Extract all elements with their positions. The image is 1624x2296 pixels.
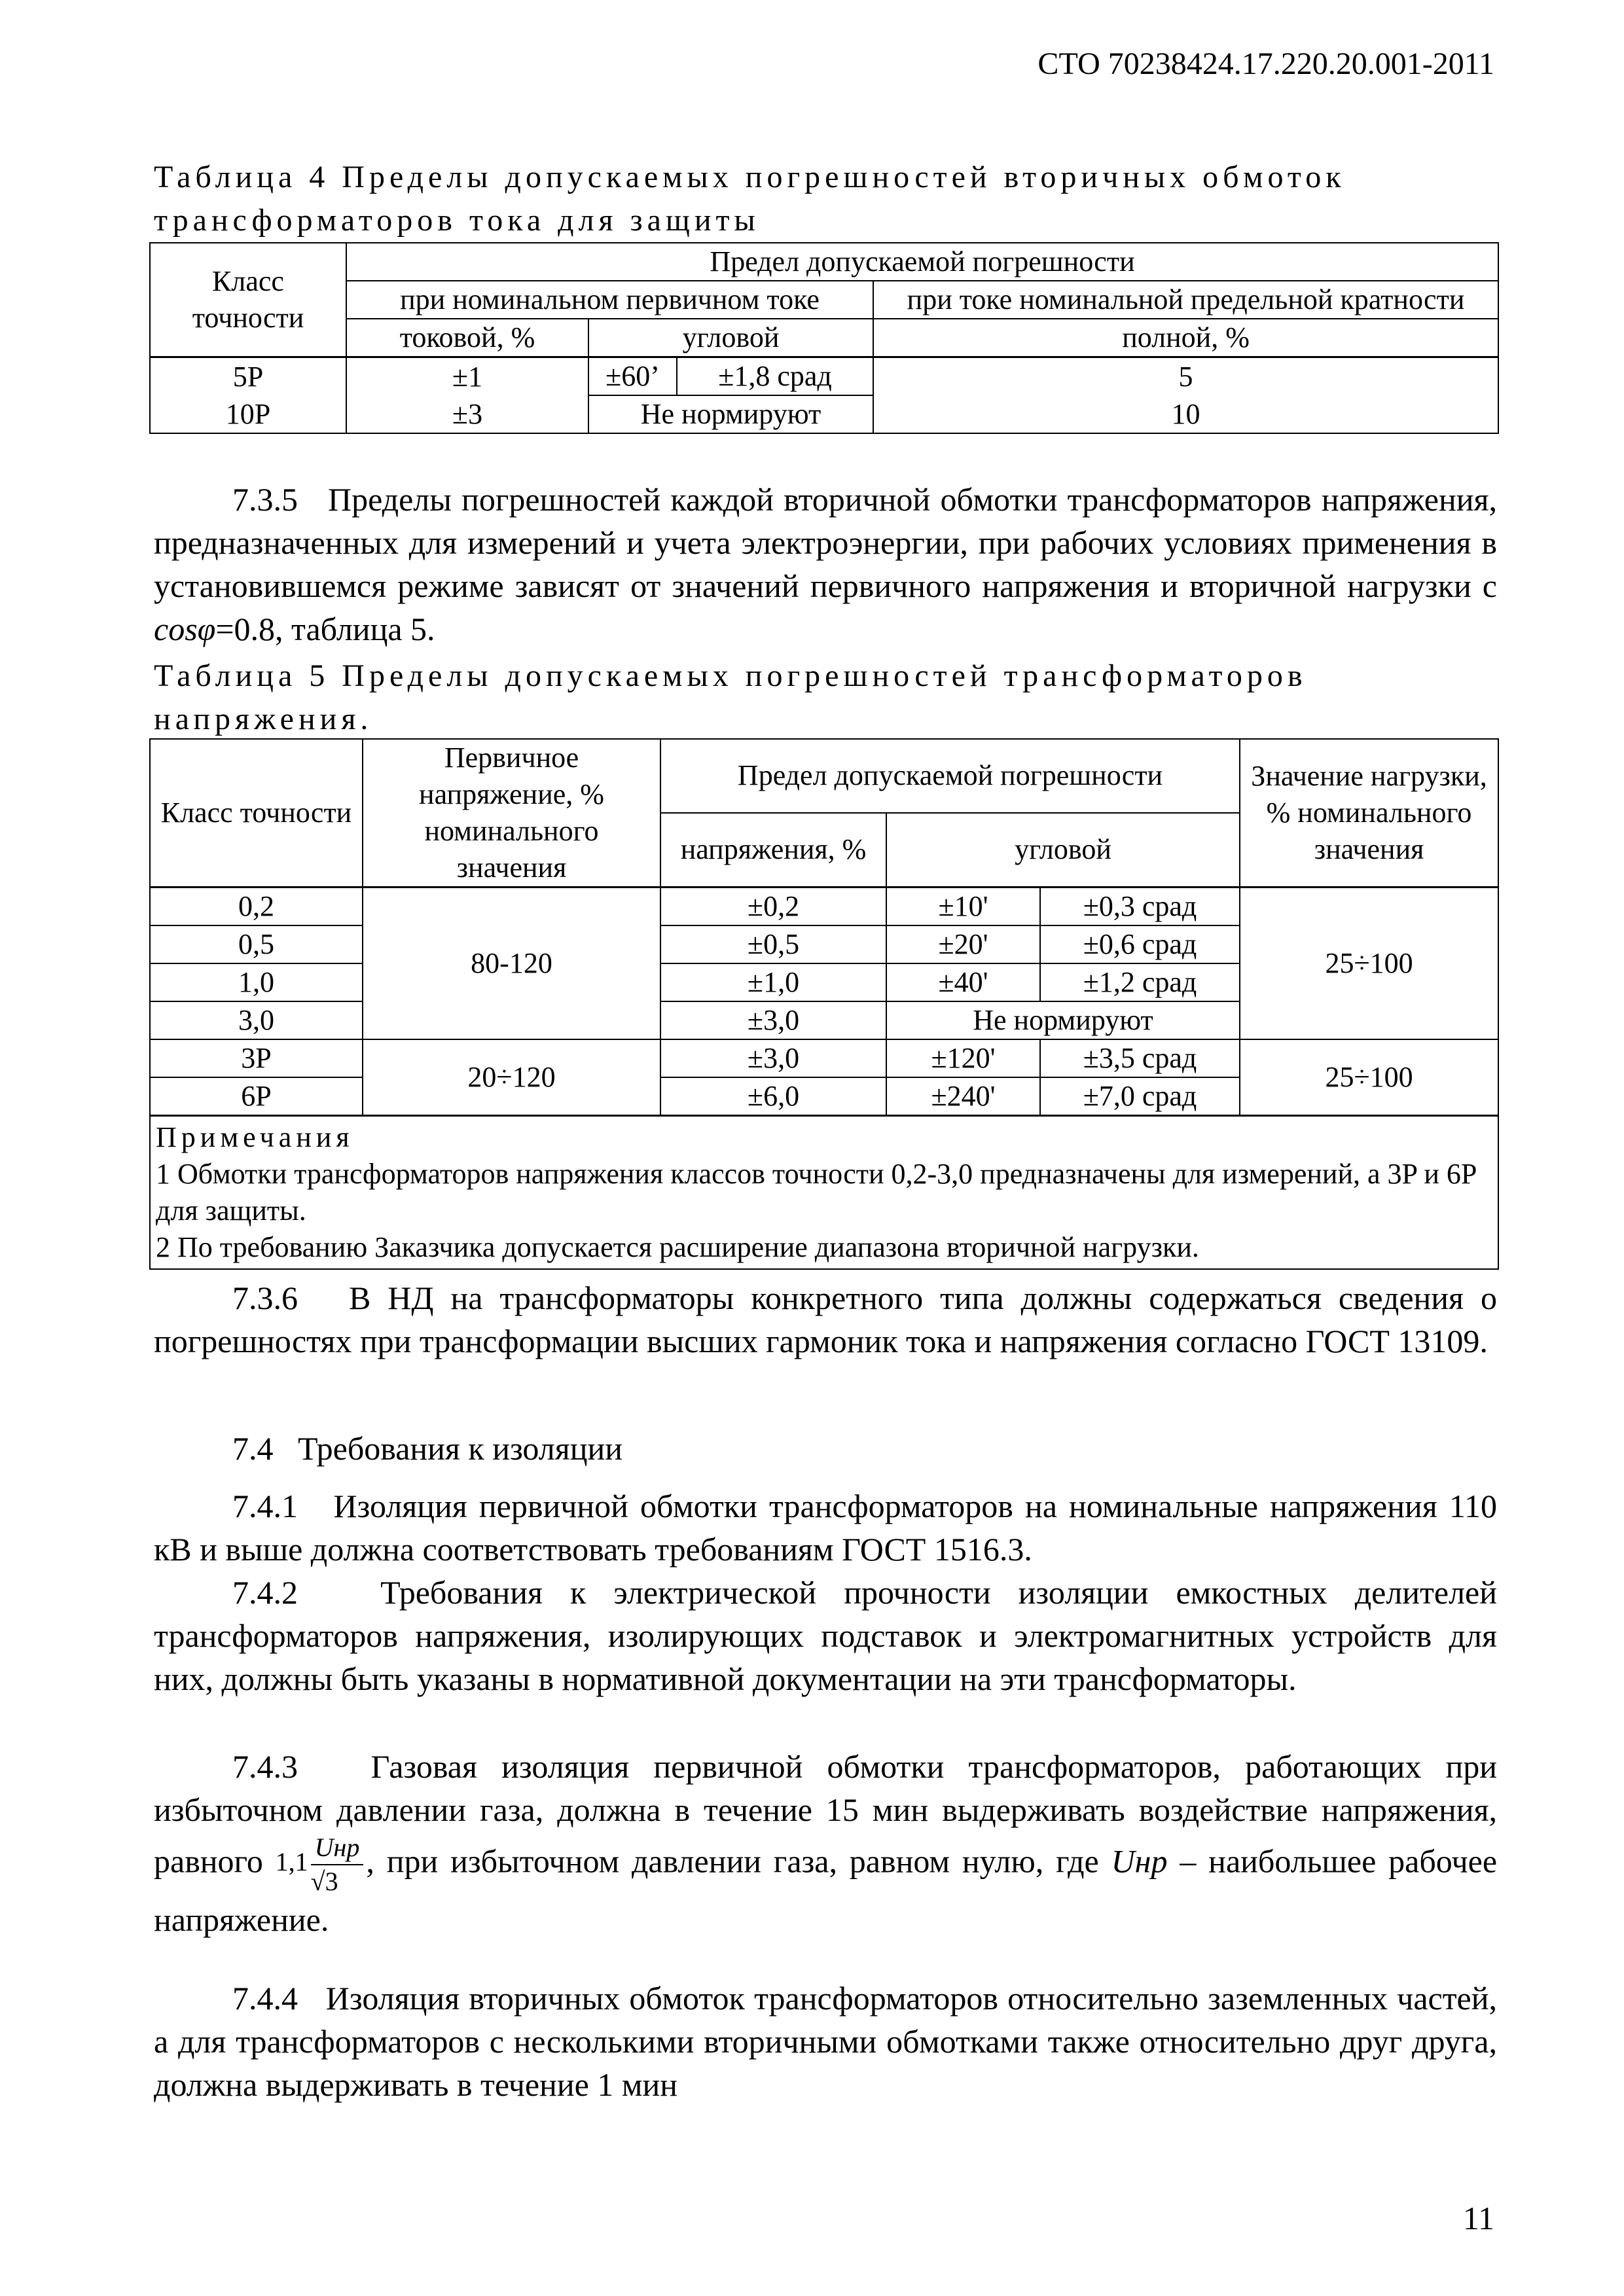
table4-caption [154,156,1496,242]
cell-angle-min: ±240' [886,1077,1040,1116]
cell-primary-group2: 20÷120 [363,1039,660,1116]
document-code: СТО 70238424.17.220.20.001-2011 [1038,46,1494,81]
cell-angle-min: ±60’ [588,357,677,396]
cell-class: 1,0 [150,963,363,1001]
cell-angle-crad: ±0,3 срад [1040,888,1240,926]
table4-header-class: Класс точности [150,243,346,357]
table4-header-limit: Предел допускаемой погрешности [346,243,1498,281]
paragraph-text: Пределы погрешностей каждой вторичной обмотки трансформаторов напряжения, предназначенных для измерений и учета электроэнергии, при рабочих условиях применения в установившемся режиме зависят от значений первичного напряжения и вторичной нагрузки с [154,481,1497,604]
paragraph-7-4-3 [154,1745,1497,1941]
table5-header-load: Значение нагрузки, % номинального значения [1240,739,1498,888]
formula-fraction [311,1831,364,1898]
cell-class: 6P [150,1077,363,1116]
clause-number: 7.4.1 [232,1488,298,1524]
table-row [150,357,1498,396]
cell-class: 5P [150,357,346,396]
table5 [149,738,1499,1270]
cell-angle: Не нормируют [886,1001,1240,1039]
cell-full: 10 [873,395,1498,433]
paragraph-text: Изоляция первичной обмотки трансформаторов на номинальные напряжения 110 кВ и выше должна соответствовать требованиям ГОСТ 1516.3. [154,1488,1497,1568]
cell-voltage: ±3,0 [660,1001,886,1039]
table5-header-limit: Предел допускаемой погрешности [660,739,1240,813]
cell-angle-crad: ±1,2 срад [1040,963,1240,1001]
table4-header-nominal: при номинальном первичном токе [346,281,873,319]
cell-load-group2: 25÷100 [1240,1039,1498,1116]
cell-class: 10P [150,395,346,433]
clause-number: 7.3.5 [232,481,298,518]
table4-header-ultimate: при токе номинальной предельной кратности [873,281,1498,319]
cell-class: 0,2 [150,888,363,926]
table5-header-voltage: напряжения, % [660,813,886,888]
paragraph-7-3-5 [154,478,1497,651]
cell-current: ±1 [346,357,588,396]
section-title: Требования к изоляции [298,1430,623,1467]
cell-angle-min: ±40' [886,963,1040,1001]
note-1: 1 Обмотки трансформаторов напряжения классов точности 0,2-3,0 предназначены для измерений, а 3P и 6P для защиты. [156,1158,1476,1227]
table5-caption-line2: напряжения. [154,702,373,736]
paragraph-text: Изоляция вторичных обмоток трансформаторов относительно заземленных частей, а для трансформаторов с несколькими вторичными обмотками также относительно друг друга, должна выдерживать в течение 1 мин [154,1980,1497,2103]
cell-voltage: ±0,5 [660,925,886,963]
table4-header-angular: угловой [588,319,873,357]
cell-full: 5 [873,357,1498,396]
cos-phi: cosφ [154,611,216,647]
table5-header-angular: угловой [886,813,1240,888]
table4-header-current: токовой, % [346,319,588,357]
table5-notes [150,1116,1498,1270]
table4-header-full: полной, % [873,319,1498,357]
page-number: 11 [1462,2200,1494,2236]
cell-primary-group1: 80-120 [363,888,660,1040]
formula-coefficient: 1,1 [275,1847,308,1877]
table5-header-class: Класс точности [150,739,363,888]
cell-class: 0,5 [150,925,363,963]
cell-current: ±3 [346,395,588,433]
paragraph-7-3-6 [154,1276,1497,1363]
clause-number: 7.4 [232,1430,274,1467]
paragraph-7-4-1 [154,1484,1497,1571]
clause-number: 7.4.4 [232,1980,298,2017]
cell-angle-min: ±10' [886,888,1040,926]
cell-angle: Не нормируют [588,395,873,433]
cell-angle-crad: ±7,0 срад [1040,1077,1240,1116]
paragraph-text: Газовая изоляция первичной обмотки трансформаторов, работающих при избыточном давлении газа, должна в течение 15 мин выдерживать воздействие напряжения, равного [154,1748,1498,1880]
section-heading-7-4 [154,1427,1497,1470]
cell-angle-min: ±120' [886,1039,1040,1077]
cell-angle-min: ±20' [886,925,1040,963]
clause-number: 7.3.6 [232,1280,298,1316]
table-row [150,888,1498,926]
formula-numerator: Uнр [311,1831,364,1865]
table5-caption [154,655,1496,741]
cell-angle-crad: ±3,5 срад [1040,1039,1240,1077]
paragraph-tail-2: – наибольшее рабочее напряжение. [154,1842,1498,1938]
table5-caption-line1: Таблица 5 Пределы допускаемых погрешностей трансформаторов [154,658,1307,693]
cell-class: 3,0 [150,1001,363,1039]
paragraph-tail: =0.8, таблица 5. [215,611,435,647]
symbol-u-nr: Uнр [1111,1842,1168,1880]
cell-class: 3P [150,1039,363,1077]
paragraph-tail: , при избыточном давлении газа, равном нулю, где [366,1842,1099,1880]
note-2: 2 По требованию Заказчика допускается расширение диапазона вторичной нагрузки. [156,1231,1199,1263]
paragraph-text: Требования к электрической прочности изоляции емкостных делителей трансформаторов напряжения, изолирующих подставок и электромагнитных устройств для них, должны быть указаны в нормативной документации на эти трансформаторы. [154,1574,1497,1697]
cell-voltage: ±3,0 [660,1039,886,1077]
table5-header-primary: Первичное напряжение, % номинального значения [363,739,660,888]
cell-angle-crad: ±1,8 срад [677,357,873,396]
cell-voltage: ±6,0 [660,1077,886,1116]
cell-load-group1: 25÷100 [1240,888,1498,1040]
clause-number: 7.4.3 [232,1748,298,1785]
table4-caption-line1: Таблица 4 Пределы допускаемых погрешностей вторичных обмоток [154,160,1346,194]
table-row [150,1039,1498,1077]
paragraph-text: В НД на трансформаторы конкретного типа должны содержаться сведения о погрешностях при трансформации высших гармоник тока и напряжения согласно ГОСТ 13109. [154,1280,1498,1359]
notes-heading: Примечания [156,1121,354,1153]
paragraph-7-4-4 [154,1977,1497,2106]
voltage-formula [276,1831,367,1898]
cell-voltage: ±0,2 [660,888,886,926]
cell-angle-crad: ±0,6 срад [1040,925,1240,963]
formula-denominator: √3 [310,1867,338,1896]
table4 [149,242,1499,434]
paragraph-7-4-2 [154,1571,1497,1700]
clause-number: 7.4.2 [232,1574,298,1611]
cell-voltage: ±1,0 [660,963,886,1001]
table-row [150,395,1498,433]
table4-caption-line2: трансформаторов тока для защиты [154,203,760,238]
